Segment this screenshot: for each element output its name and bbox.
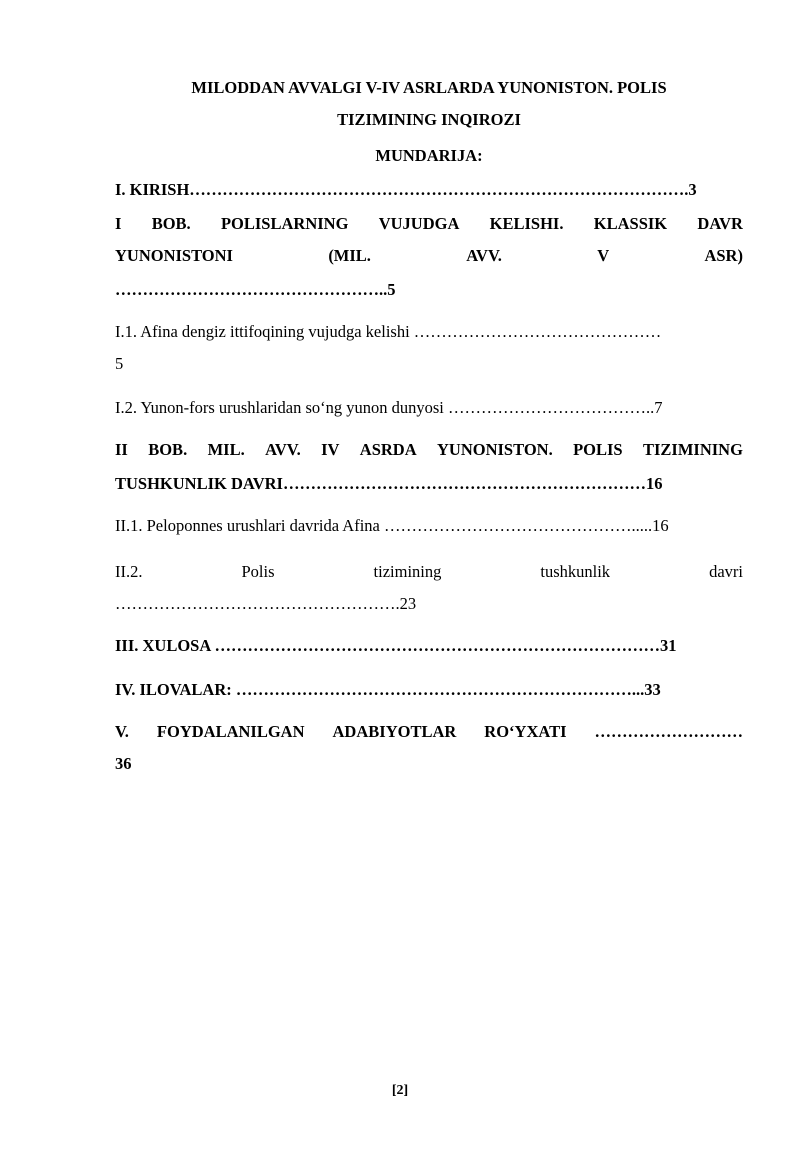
word: BOB. (148, 440, 188, 459)
toc-entry-ilovalar[interactable]: IV. ILOVALAR: ………………………………………………………………...33 (115, 680, 661, 699)
word: II (115, 440, 128, 459)
word: AVV. (466, 246, 502, 265)
toc-entry-s2-2-line-1[interactable] (115, 562, 743, 582)
word: (MIL. (328, 246, 371, 265)
word: FOYDALANILGAN (156, 722, 305, 741)
word: IV (321, 440, 340, 459)
word: YUNONISTONI (115, 246, 233, 265)
toc-entry-bob1-line-2[interactable] (115, 246, 743, 266)
toc-entry-s2-2-line-2[interactable]: …………………………………………….23 (115, 594, 417, 613)
word: VUJUDGA (378, 214, 460, 233)
toc-entry-s1-1-line-1[interactable]: I.1. Afina dengiz ittifoqining vujudga kelishi ……………………………………… (115, 322, 662, 341)
toc-entry-s1-1-line-2[interactable]: 5 (115, 354, 124, 373)
document-title-line-1: MILODDAN AVVALGI V-IV ASRLARDA YUNONISTON. POLIS (191, 78, 667, 97)
word: ASR) (704, 246, 743, 265)
word: BOB. (151, 214, 191, 233)
document-title-line-2: TIZIMINING INQIROZI (337, 110, 521, 129)
word: DAVR (697, 214, 743, 233)
word: POLISLARNING (220, 214, 349, 233)
word: I (115, 214, 122, 233)
word: AVV. (265, 440, 301, 459)
word: RO‘YXATI (484, 722, 567, 741)
word: KLASSIK (593, 214, 668, 233)
toc-entry-bob2-line-1[interactable] (115, 440, 743, 460)
word: V. (115, 722, 129, 741)
toc-entry-kirish[interactable]: I. KIRISH……………………………………………………………………………….3 (115, 180, 697, 199)
word: Polis (241, 562, 275, 581)
word: POLIS (573, 440, 623, 459)
word: ADABIYOTLAR (332, 722, 457, 741)
page-number: [2] (391, 1083, 409, 1098)
word: II.2. (115, 562, 143, 581)
word: davri (709, 562, 743, 581)
toc-entry-s2-1[interactable]: II.1. Peloponnes urushlari davrida Afina ……………………………………….....16 (115, 516, 669, 535)
toc-entry-s1-2[interactable]: I.2. Yunon-fors urushlaridan so‘ng yunon dunyosi ………………………………..7 (115, 398, 663, 417)
toc-heading: MUNDARIJA: (375, 146, 483, 165)
word: TIZIMINING (642, 440, 743, 459)
word: ASRDA (359, 440, 417, 459)
word: ……………………… (594, 722, 743, 741)
word: MIL. (207, 440, 245, 459)
word: KELISHI. (489, 214, 564, 233)
toc-entry-adabiyotlar-line-2[interactable]: 36 (115, 754, 132, 773)
toc-entry-bob1-line-1[interactable] (115, 214, 743, 234)
toc-entry-xulosa[interactable]: III. XULOSA ………………………………………………………………………31 (115, 636, 677, 655)
word: V (597, 246, 610, 265)
toc-entry-adabiyotlar-line-1[interactable] (115, 722, 743, 742)
word: tushkunlik (540, 562, 611, 581)
toc-entry-bob1-line-3[interactable]: …………………………………………..5 (115, 280, 396, 299)
word: tizimining (373, 562, 442, 581)
toc-entry-bob2-line-2[interactable]: TUSHKUNLIK DAVRI…………………………………………………………16 (115, 474, 663, 493)
word: YUNONISTON. (437, 440, 553, 459)
